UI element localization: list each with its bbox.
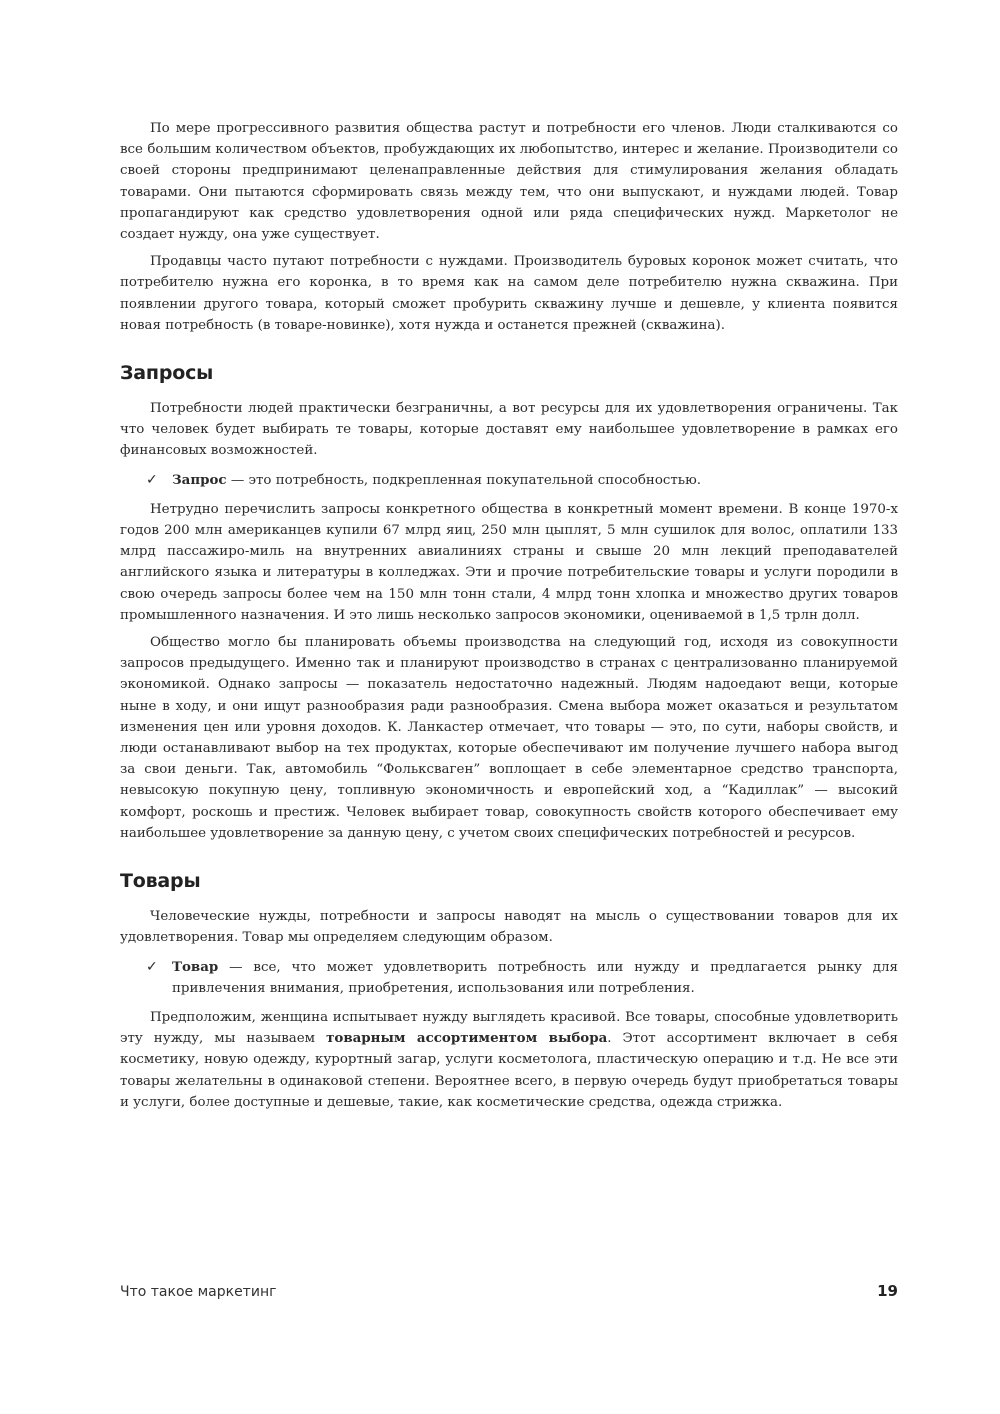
definition-text [172,470,898,491]
requests-paragraph-2: Нетрудно перечислить запросы конкретного общества в конкретный момент времени. В конце 1970-х годов 200 млн американцев купили 67 млрд яиц, 250 млн цыплят, 5 млн сушилок для волос, оплатили 133 млрд пассажиро-миль на внутренних авиалиниях страны и свыше 20 млн лекций преподавателей английского языка и литературы в колледжах. Эти и прочие потребительские товары и услуги породили в свою очередь запросы более чем на 150 млн тонн стали, 4 млрд тонн хлопка и множество других товаров промышленного назначения. И это лишь несколько запросов экономики, оцениваемой в 1,5 трлн долл. [120,501,898,623]
section-heading-goods: Товары [120,870,201,893]
goods-paragraph-1: Человеческие нужды, потребности и запросы наводят на мысль о существовании товаров для их удовлетворения. Товар мы определяем следующим образом. [120,909,898,946]
definition-goods [120,957,898,999]
page-number: 19 [877,1282,898,1300]
definition-body: — это потребность, подкрепленная покупательной способностью. [226,472,702,488]
goods-paragraph-2-start: Предположим, женщина испытывает нужду выглядеть красивой. Все товары, способные удовлетворить эту нужду, мы называем [120,1009,898,1047]
requests-paragraph-1: Потребности людей практически безграничны, а вот ресурсы для их удовлетворения ограничены. Так что человек будет выбирать те товары, которые доставят ему наибольшее удовлетворение в рамках его финансовых возможностей. [120,401,898,459]
intro-paragraph-1: По мере прогрессивного развития общества растут и потребности его членов. Люди сталкиваются со все большим количеством объектов, пробуждающих их любопытство, интерес и желание. Производители со своей стороны предпринимают целенаправленные действия для стимулирования желания обладать товарами. Они пытаются сформировать связь между тем, что они выпускают, и нуждами людей. Товар пропагандируют как средство удовлетворения одной или ряда специфических нужд. Маркетолог не создает нужду, она уже существует. [120,121,898,243]
definition-request [120,470,898,491]
requests-paragraph-3: Общество могло бы планировать объемы производства на следующий год, исходя из совокупности запросов предыдущего. Именно так и планируют производство в странах с централизованно планируемой экономикой. Однако запросы — показатель недостаточно надежный. Людям надоедают вещи, которые ныне в ходу, и они ищут разнообразия ради разнообразия. Смена выбора может оказаться и результатом изменения цен или уровня доходов. К. Ланкастер отмечает, что товары — это, по сути, наборы свойств, и люди останавливают выбор на тех продуктах, которые обеспечивают им получение лучшего набора выгод за свои деньги. Так, автомобиль “Фольксваген” воплощает в себе элементарное средство транспорта, невысокую покупную цену, топливную экономичность и европейский ход, а “Кадиллак” — высокий комфорт, роскошь и престиж. Человек выбирает товар, совокупность свойств которого обеспечивает ему наибольшее удовлетворение за данную цену, с учетом своих специфических потребностей и ресурсов. [120,635,898,841]
checkmark-icon: ✓ [146,958,158,975]
definition-term: Товар [172,958,219,975]
definition-body: — все, что может удовлетворить потребность или нужду и предлагается рынку для привлечения внимания, приобретения, использования или потребления. [172,959,898,996]
goods-assortment-term: товарным ассортиментом выбора [326,1030,608,1047]
definition-text [172,957,898,999]
running-footer-title: Что такое маркетинг [120,1284,277,1300]
page-content [120,118,898,1113]
checkmark-icon: ✓ [146,471,158,488]
intro-paragraph-2: Продавцы часто путают потребности с нуждами. Производитель буровых коронок может считать, что потребителю нужна его коронка, в то время как на самом деле потребителю нужна скважина. При появлении другого товара, который сможет пробурить скважину лучше и дешевле, у клиента появится новая потребность (в товаре-новинке), хотя нужда и останется прежней (скважина). [120,254,898,333]
page-footer [120,1282,898,1300]
definition-term: Запрос [172,471,227,488]
section-heading-requests: Запросы [120,362,214,385]
goods-paragraph-2 [120,1007,898,1113]
goods-paragraph-2-end: . Этот ассортимент включает в себя косметику, новую одежду, курортный загар, услуги косметолога, пластическую операцию и т.д. Не все эти товары желательны в одинаковой степени. Вероятнее всего, в первую очередь будут приобретаться товары и услуги, более доступные и дешевые, такие, как косметические средства, одежда стрижка. [120,1031,898,1110]
